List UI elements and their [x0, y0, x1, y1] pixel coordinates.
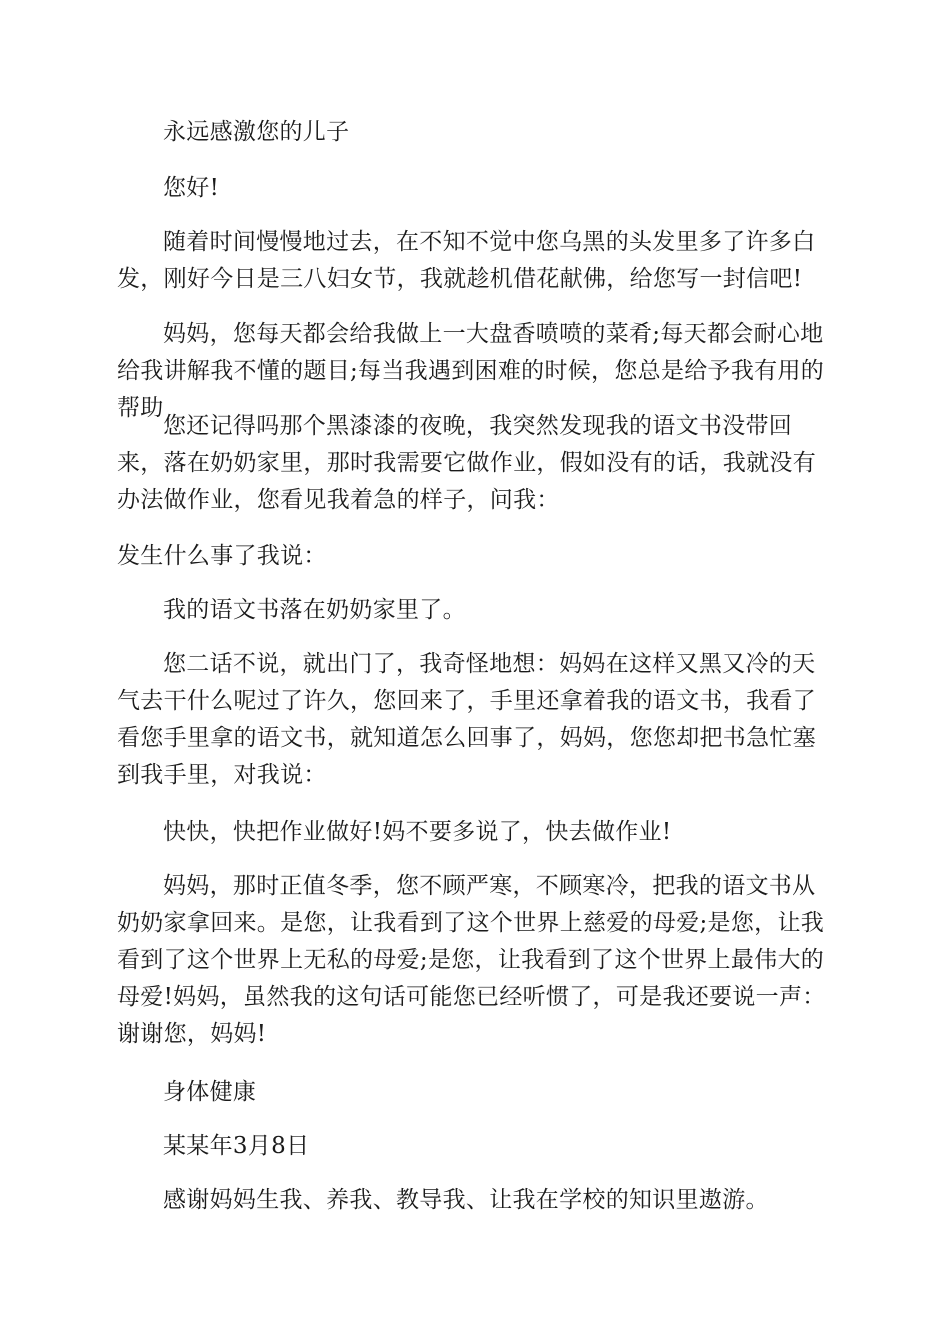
paragraph-reply: 我的语文书落在奶奶家里了。 [163, 597, 466, 623]
greeting: 您好! [163, 175, 220, 201]
paragraph-gratitude: 妈妈，那时正值冬季，您不顾严寒，不顾寒冷，把我的语文书从奶奶家拿回来。是您，让我看到了这个世界上慈爱的母爱;是您，让我看到了这个世界上无私的母爱;是您，让我看到了这个世界上最伟大的母爱!妈妈，虽然我的这句话可能您已经听惯了，可是我还要说一声：谢谢您，妈妈! [117, 873, 826, 1047]
paragraph-mother-says: 快快，快把作业做好!妈不要多说了，快去做作业! [163, 819, 672, 845]
paragraph-final-thanks: 感谢妈妈生我、养我、教导我、让我在学校的知识里遨游。 [163, 1187, 769, 1213]
date-line: 某某年3月8日 [163, 1133, 310, 1159]
paragraph-intro: 随着时间慢慢地过去，在不知不觉中您乌黑的头发里多了许多白发，刚好今日是三八妇女节，我就趁机借花献佛，给您写一封信吧! [117, 229, 816, 292]
paragraph-mother-leaves: 您二话不说，就出门了，我奇怪地想：妈妈在这样又黑又冷的天气去干什么呢过了许久，您回来了，手里还拿着我的语文书，我看了看您手里拿的语文书，就知道怎么回事了，妈妈，您您却把书急忙塞到我手里，对我说： [117, 651, 816, 788]
paragraph-what-happened: 发生什么事了我说： [117, 543, 327, 569]
signature-line: 永远感激您的儿子 [163, 119, 350, 145]
paragraph-night-story: 您还记得吗那个黑漆漆的夜晚，我突然发现我的语文书没带回来，落在奶奶家里，那时我需要它做作业，假如没有的话，我就没有办法做作业，您看见我着急的样子，问我： [117, 413, 816, 513]
closing-wish: 身体健康 [163, 1079, 257, 1105]
paragraph-daily-care: 妈妈，您每天都会给我做上一大盘香喷喷的菜肴;每天都会耐心地给我讲解我不懂的题目;每当我遇到困难的时候，您总是给予我有用的帮助 [117, 321, 825, 421]
